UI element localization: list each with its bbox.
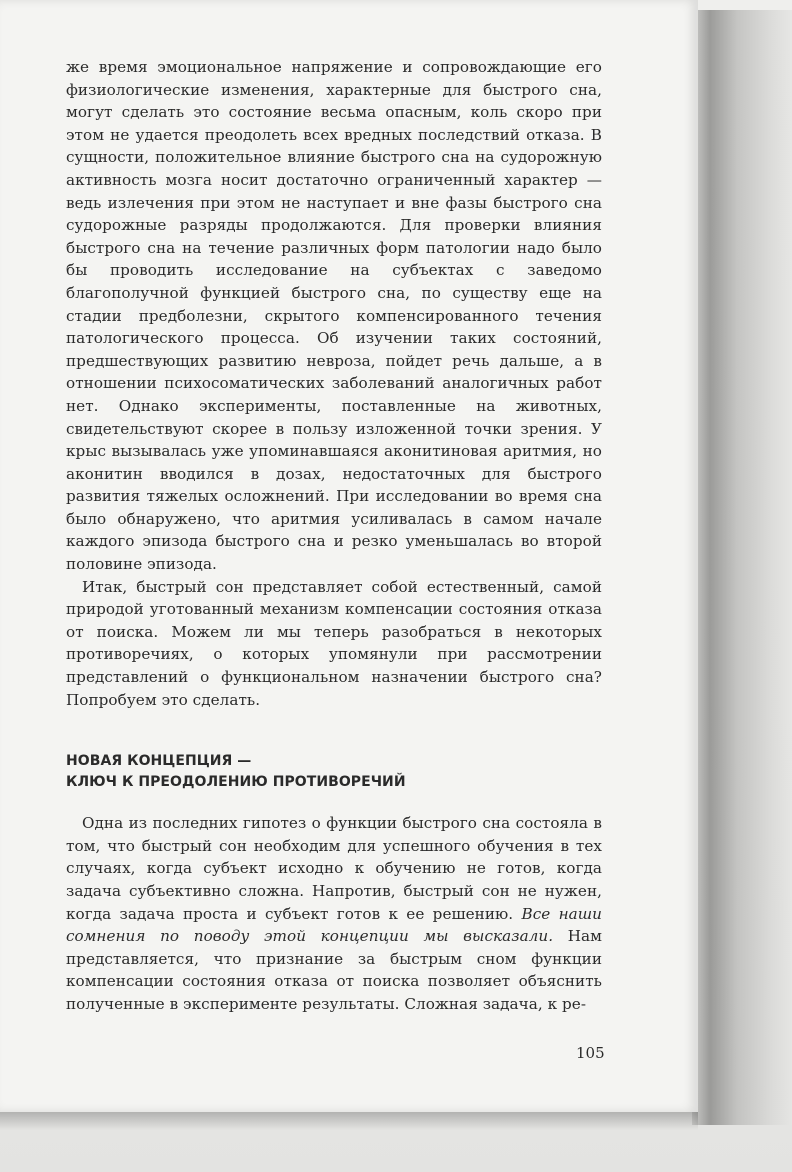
section-heading-line-2: КЛЮЧ К ПРЕОДОЛЕНИЮ ПРОТИВОРЕЧИЙ [66,774,406,791]
paragraph-1: же время эмоциональное напряжение и сопровождающие его физиологические изменения, характерные для быстрого сна, могут сделать это состояние весьма опасным, коль скоро при этом не удается преодолеть всех вредных последствий отказа. В сущности, положительное влияние быстрого сна на судорожную активность мозга носит достаточно ограниченный характер — ведь излечения при этом не наступает и вне фазы быстрого сна судорожные разряды продолжаются. Для проверки влияния быстрого сна на течение различных форм патологии надо было бы проводить исследование на субъектах с заведомо благополучной функцией быстрого сна, по существу еще на стадии предболезни, скрытого компенсированного течения патологического процесса. Об изучении таких состояний, предшествующих развитию невроза, пойдет речь дальше, а в отношении психосоматических заболеваний аналогичных работ нет. Однако эксперименты, поставленные на животных, свидетельствуют скорее в пользу изложенной точки зрения. У крыс вызывалась уже упоминавшаяся аконитиновая аритмия, но аконитин вводился в дозах, недостаточных для быстрого развития тяжелых осложнений. При исследовании во время сна было обнаружено, что аритмия усиливалась в самом начале каждого эпизода быстрого сна и резко уменьшалась во второй половине эпизода. [66,58,602,574]
paragraph-3 [66,812,602,1015]
page-number: 105 [576,1044,605,1062]
book-page-edge [692,10,792,1125]
paragraph-3-text-a: Одна из последних гипотез о функции быстрого сна состояла в том, что быстрый сон необходим для успешного обучения в тех случаях, когда субъект исходно к обучению не готов, когда задача субъективно сложна. Напротив, быстрый сон не нужен, когда задача проста и субъект готов к ее решению. [66,814,602,923]
page-text [66,56,602,1016]
paragraph-3-italic: Все наши сомнения по поводу этой концепции мы высказали. [66,904,603,946]
paragraph-2: Итак, быстрый сон представляет собой естественный, самой природой уготованный механизм компенсации состояния отказа от поиска. Можем ли мы теперь разобраться в некоторых противоречиях, о которых упомянули при рассмотрении представлений о функциональном назначении быстрого сна? Попробуем это сделать. [66,577,602,709]
page-bottom-shadow [0,1112,698,1130]
section-heading [66,751,602,793]
paragraph-3-text-b: Нам представляется, что признание за быстрым сном функции компенсации состояния отказа от поиска позволяет объяснить полученные в эксперименте результаты. Сложная задача, к ре- [66,927,602,1013]
section-heading-line-1: НОВАЯ КОНЦЕПЦИЯ — [66,753,252,770]
